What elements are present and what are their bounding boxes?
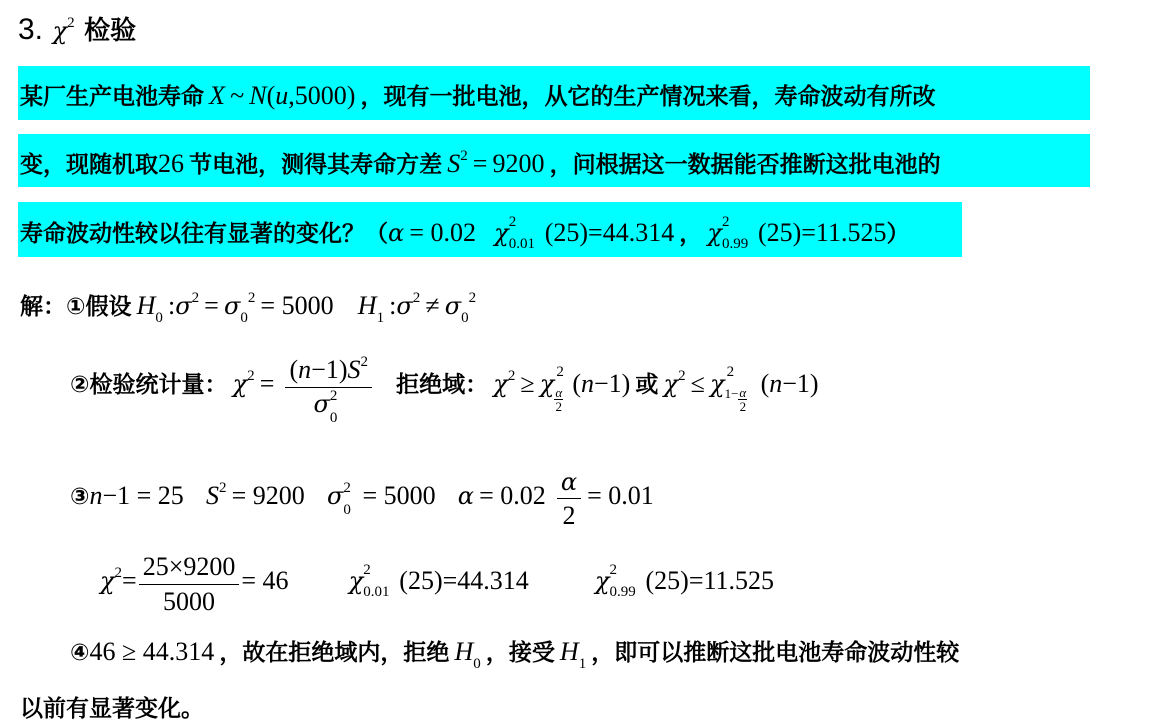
solution-step-4 bbox=[70, 634, 960, 672]
calc-numerator: 25×9200 bbox=[139, 552, 240, 585]
sigma-h1-sup: 2 bbox=[412, 290, 421, 306]
s3-sigma-value: = 5000 bbox=[362, 481, 436, 510]
sigma0-sub: 0 bbox=[240, 310, 248, 326]
paren-close: ) bbox=[346, 81, 356, 110]
crit1-sup: 2 bbox=[508, 213, 517, 230]
calc-crit2-sup: 2 bbox=[609, 561, 618, 578]
separator: ， bbox=[679, 221, 703, 247]
tilde-symbol: ~ bbox=[230, 81, 245, 110]
sigma0-h1: σ bbox=[444, 292, 462, 320]
or-word: 或 bbox=[635, 371, 659, 398]
s3-sigma-sub: 0 bbox=[343, 501, 351, 518]
paren-open-2: ( bbox=[760, 368, 770, 398]
ge-symbol: ≥ bbox=[520, 368, 535, 398]
solution-step-2 bbox=[70, 354, 819, 426]
sigma0-h1-sup: 2 bbox=[468, 290, 477, 306]
s3-S-sup: 2 bbox=[219, 480, 227, 496]
sigma0-sup: 2 bbox=[247, 290, 256, 306]
calc-chi: χ bbox=[100, 567, 115, 595]
chi-stat-sup: 2 bbox=[247, 367, 255, 384]
frac-sigma-sub: 0 bbox=[329, 409, 338, 426]
frac-n: n bbox=[298, 355, 312, 384]
s3-half-alpha-value: = 0.01 bbox=[587, 481, 654, 510]
problem-text-2c: ，问根据这一数据能否推断这批电池的 bbox=[549, 152, 941, 178]
sigma: σ bbox=[175, 292, 192, 320]
half-alpha-d-2: 2 bbox=[739, 399, 747, 415]
reject-label: 拒绝域： bbox=[396, 371, 489, 398]
half-alpha-d: 2 bbox=[555, 399, 562, 415]
chi-r2: χ bbox=[539, 369, 555, 398]
calc-fraction bbox=[139, 552, 240, 617]
problem-text-1b: ，现有一批电池，从它的生产情况来看，寿命波动有所改 bbox=[360, 84, 936, 110]
s3-alpha: α bbox=[457, 482, 475, 510]
calc-crit2-sub: 0.99 bbox=[609, 583, 636, 600]
calc-result: = 46 bbox=[241, 566, 289, 595]
n-var-1: n bbox=[581, 368, 594, 398]
paren-open: ( bbox=[266, 81, 276, 110]
statistic-fraction bbox=[285, 354, 372, 426]
step4-text-d: ，即可以推断这批电池寿命波动性较 bbox=[591, 640, 960, 666]
chi-r1-sup: 2 bbox=[507, 367, 516, 384]
frac-sigma-sup: 2 bbox=[329, 387, 338, 404]
sample-size: 26 bbox=[158, 149, 184, 178]
crit2-value: (25)=11.525 bbox=[757, 218, 887, 247]
var-S: S bbox=[447, 149, 461, 178]
step2-label: ②检验统计量： bbox=[70, 371, 228, 398]
crit1-sub: 0.01 bbox=[508, 235, 535, 252]
calc-denominator: 5000 bbox=[163, 587, 216, 616]
alpha-value: = 0.02 bbox=[409, 218, 476, 247]
step4-H1: H bbox=[559, 637, 579, 666]
var-u: u bbox=[275, 81, 289, 110]
alpha-symbol: α bbox=[388, 219, 405, 247]
chi-symbol-1: χ bbox=[494, 219, 509, 247]
crit2-sub: 0.99 bbox=[721, 235, 749, 252]
equals: = bbox=[204, 291, 219, 320]
heading-title: 检验 bbox=[84, 16, 137, 46]
one-minus: 1− bbox=[724, 386, 739, 402]
solution-step-4-cont bbox=[20, 690, 204, 723]
calc-chi-sup: 2 bbox=[114, 565, 123, 581]
frac-sigma: σ bbox=[313, 390, 330, 418]
colon-2: : bbox=[389, 291, 397, 320]
s3-alpha-value: = 0.02 bbox=[479, 481, 546, 510]
var-S-sup: 2 bbox=[460, 148, 468, 164]
colon: : bbox=[167, 291, 176, 320]
calculation-line bbox=[100, 552, 774, 617]
chi-symbol-2: χ bbox=[707, 219, 722, 247]
problem-line-2 bbox=[20, 146, 941, 179]
chi-r1: χ bbox=[493, 369, 508, 398]
H0-sub: 0 bbox=[155, 310, 163, 326]
step4-text-b: ，故在拒绝域内，拒绝 bbox=[219, 640, 450, 666]
calc-crit1-sub: 0.01 bbox=[363, 583, 390, 600]
section-heading bbox=[18, 10, 136, 47]
step4-comparison: 46 ≥ 44.314 bbox=[89, 637, 215, 666]
s3-half-alpha-den: 2 bbox=[562, 501, 576, 530]
heading-number: 3. bbox=[18, 13, 44, 46]
step4-H0: H bbox=[454, 637, 474, 666]
var-H1: H bbox=[357, 291, 377, 320]
heading-chi-sup: 2 bbox=[67, 15, 75, 31]
equals: = bbox=[472, 149, 488, 178]
chi-r3: χ bbox=[663, 369, 679, 398]
s3-half-alpha-num: α bbox=[560, 468, 578, 496]
close-paren: ） bbox=[886, 221, 910, 247]
frac-open: ( bbox=[289, 355, 299, 384]
calc-crit2-value: (25)=11.525 bbox=[645, 566, 775, 595]
heading-chi: χ bbox=[52, 17, 68, 45]
var-N: N bbox=[249, 81, 267, 110]
paren-open-1: ( bbox=[572, 368, 581, 398]
calc-crit1-value: (25)=44.314 bbox=[399, 566, 529, 595]
half-alpha-n-2: α bbox=[739, 385, 747, 401]
comma: , bbox=[288, 81, 295, 110]
H1-sub: 1 bbox=[376, 310, 385, 326]
problem-line-1 bbox=[20, 78, 936, 111]
le-symbol: ≤ bbox=[690, 368, 705, 398]
crit2-sup: 2 bbox=[721, 213, 730, 230]
s3-sigma: σ bbox=[326, 482, 344, 510]
frac-S: S bbox=[347, 355, 361, 384]
chi-r4-sup: 2 bbox=[726, 364, 735, 381]
sigma-sup: 2 bbox=[191, 290, 200, 306]
chi-r2-sup: 2 bbox=[556, 364, 564, 381]
s3-S2-value: = 9200 bbox=[231, 481, 305, 510]
problem-text-3a: 寿命波动性较以往有显著的变化？（ bbox=[20, 221, 388, 247]
calc-chi-crit1: χ bbox=[348, 567, 364, 595]
step4-H1-sub: 1 bbox=[578, 656, 587, 672]
n-var-2: n bbox=[769, 368, 783, 398]
solution-label: 解：①假设 bbox=[20, 294, 132, 320]
solution-step-1 bbox=[20, 288, 477, 326]
problem-text-2a: 变，现随机取 bbox=[20, 152, 158, 178]
not-equal: ≠ bbox=[425, 291, 440, 320]
s3-n-eq: −1 = 25 bbox=[102, 481, 184, 510]
step4-text-c: ，接受 bbox=[485, 640, 555, 666]
chi-stat: χ bbox=[232, 369, 248, 398]
step4-H0-sub: 0 bbox=[473, 656, 481, 672]
chi-r4: χ bbox=[710, 369, 725, 398]
chi-r3-sup: 2 bbox=[678, 367, 686, 384]
step4-label: ④ bbox=[70, 640, 90, 666]
sample-variance: 9200 bbox=[492, 149, 545, 178]
sigma0-value: = 5000 bbox=[260, 291, 334, 320]
s3-S: S bbox=[206, 481, 219, 510]
solution-step-3 bbox=[70, 468, 654, 531]
calc-eq: = bbox=[122, 566, 137, 595]
problem-line-3 bbox=[20, 215, 909, 252]
s3-half-alpha bbox=[557, 468, 581, 531]
crit1-value: (25)=44.314 bbox=[544, 218, 675, 247]
s3-sigma-sup: 2 bbox=[343, 479, 351, 496]
step4-text-e: 以前有显著变化。 bbox=[20, 696, 204, 722]
calc-crit1-sup: 2 bbox=[363, 561, 371, 578]
step3-label: ③ bbox=[70, 484, 90, 510]
var-X: X bbox=[209, 81, 225, 110]
half-alpha-n: α bbox=[555, 385, 563, 401]
calc-chi-crit2: χ bbox=[594, 567, 610, 595]
s3-n: n bbox=[89, 481, 103, 510]
equals: = bbox=[259, 368, 275, 398]
sigma0-h1-sub: 0 bbox=[461, 310, 469, 326]
var-H0: H bbox=[136, 291, 156, 320]
problem-text-1a: 某厂生产电池寿命 bbox=[20, 84, 204, 110]
variance-value: 5000 bbox=[294, 81, 347, 110]
sigma-h1: σ bbox=[396, 292, 413, 320]
frac-S-sup: 2 bbox=[360, 354, 368, 370]
sigma0: σ bbox=[223, 292, 241, 320]
n-minus-1-close-2: −1) bbox=[782, 368, 819, 398]
problem-text-2b: 节电池，测得其寿命方差 bbox=[189, 152, 443, 178]
frac-rest: −1) bbox=[311, 355, 348, 384]
n-minus-1-close: −1) bbox=[594, 368, 631, 398]
